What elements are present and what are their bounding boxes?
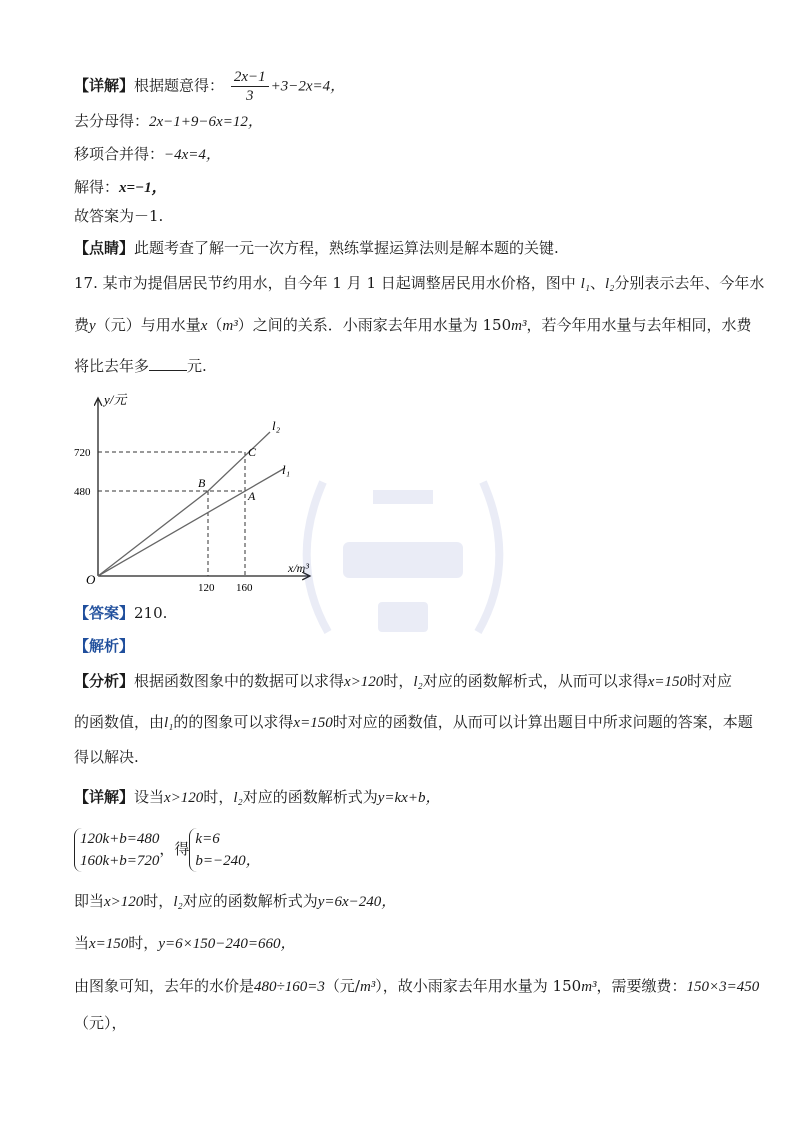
step-label: 解得： [74,178,120,196]
solution-text: ），故小雨家去年用水量为 150 [375,977,582,995]
math-m3: m³ [359,979,376,995]
question-line-3 [74,355,207,377]
detail-line-3 [74,143,221,166]
solution-text: 时， [203,788,234,806]
math-formula: 480÷160=3 [254,979,325,995]
solution-text: 由图象可知，去年的水价是 [74,977,255,995]
solution-text: 对应的函数解析式为 [242,788,378,806]
solution-text: 即当 [74,892,105,910]
x-axis-label: x/m³ [288,561,309,575]
math-formula: y=6x−240， [317,894,397,910]
solution-text: 当 [74,934,90,952]
remark-tag: 【点睛】 [74,239,135,257]
step-label: 移项合并得： [74,145,165,163]
step-equation: 2x−1+9−6x=12， [149,114,263,130]
y-axis-label: y/元 [104,392,127,407]
analysis-text: 对应的函数解析式，从而可以求得 [422,672,648,690]
question-text: 分别表示去年、今年水 [614,274,765,292]
answer-line [74,602,167,624]
math-l2: l₂ [413,674,423,690]
answer-blank [149,356,187,371]
math-inequality: x>120 [164,790,204,806]
system-eq-2: 160k+b=720 [80,853,160,869]
math-inequality: x>120 [344,674,384,690]
math-equation: x=150 [647,674,688,690]
math-m3: m³ [511,318,527,334]
solution-text: 时， [128,934,159,952]
fraction [231,68,269,105]
remark-line [74,237,559,259]
math-l2: l₂ [233,790,243,806]
analysis-text: 时对应的函数值，从而可以计算出题目中所求问题的答案，本题 [332,713,753,731]
fraction-numerator: 2x−1 [231,68,269,87]
detail-tag: 【详解】 [74,76,135,95]
question-text: ，若今年用水量与去年相同，水费 [526,316,752,334]
detail-line-1 [74,68,345,105]
analysis-line-2 [74,711,753,734]
analysis-heading [74,635,134,657]
question-text: 将比去年多 [74,357,150,375]
analysis-tag: 【解析】 [74,637,135,655]
question-line-1 [74,272,764,295]
math-m3: m³ [581,979,597,995]
analysis-line-3: 得以解决. [74,748,139,766]
detail-line-5: 故答案为－1. [74,207,164,225]
analysis-sub-tag: 【分析】 [74,672,135,690]
system-sol-2: b=−240， [195,853,261,869]
solution-text: 设当 [134,788,165,806]
equation-rest: +3−2x=4， [270,78,346,95]
math-y: y [89,318,96,334]
solution-line-5 [74,975,759,998]
analysis-text: 的的图象可以求得 [173,713,294,731]
analysis-text: 的函数值，由 [74,713,165,731]
point-a-label: A [248,489,256,503]
step-label: 去分母得： [74,112,150,130]
line-l2-label: l₂ [272,418,281,433]
analysis-text: 根据函数图象中的数据可以求得 [134,672,345,690]
equation-system [74,828,159,872]
system-eq-1: 120k+b=480 [80,831,160,847]
step-equation: −4x=4， [164,147,221,163]
remark-text: 此题考查了解一元一次方程，熟练掌握运算法则是解本题的关键. [134,239,559,257]
solution-tag: 【详解】 [74,788,135,806]
solution-line-6: （元）， [74,1014,127,1032]
question-line-2 [74,314,752,337]
solution-text: ，需要缴费： [596,977,687,995]
question-text: 、 [589,274,605,292]
detail-line-4 [74,176,167,199]
x-tick-160: 160 [236,582,253,594]
solution-system [189,828,260,872]
question-number: 17. [74,274,98,292]
detail-line-2 [74,110,263,133]
math-inequality: x>120 [104,894,144,910]
solution-line-4 [74,932,295,955]
math-formula: x=150 [89,936,129,952]
line-l1-label: l₁ [282,462,291,477]
origin-label: O [86,572,96,587]
y-tick-720: 720 [74,447,91,459]
analysis-line-1 [74,670,732,693]
step-equation: x=−1， [119,180,167,196]
question-text: （元）与用水量 [95,316,201,334]
system-sol-1: k=6 [195,831,220,847]
analysis-text: 时， [383,672,414,690]
math-l1: l₁ [164,715,174,731]
answer-value: 210. [134,604,168,622]
solution-text: 对应的函数解析式为 [182,892,318,910]
question-text: ）之间的关系．小雨家去年用水量为 150 [237,316,512,334]
math-formula: y=6×150−240=660， [158,936,296,952]
y-tick-480: 480 [74,486,91,498]
answer-tag: 【答案】 [74,604,135,622]
solution-text: ，得 [159,840,190,858]
math-l2: l₂ [173,894,183,910]
math-m3: m³ [222,318,238,334]
math-l1: l₁ [580,276,590,292]
math-formula: y=kx+b， [377,790,441,806]
line-l1 [98,468,285,576]
point-b-label: B [198,476,206,490]
question-text: 某市为提倡居民节约用水，自今年 1 月 1 日起调整居民用水价格，图中 [102,274,576,292]
detail-intro: 根据题意得： [134,76,225,95]
x-tick-120: 120 [198,582,215,594]
solution-line-3 [74,890,396,913]
question-text: （ [207,316,223,334]
solution-text: 时， [143,892,174,910]
math-l2: l₂ [605,276,615,292]
line-l2 [98,432,270,576]
math-equation: x=150 [293,715,333,731]
solution-system [74,828,261,872]
question-text: 费 [74,316,90,334]
analysis-text: 时对应 [687,672,733,690]
math-x: x [200,318,208,334]
point-c-label: C [248,445,257,459]
watermark-logo [288,462,518,652]
solution-text: （元/ [324,977,360,995]
math-formula: 150×3=450 [686,979,760,995]
solution-line-1 [74,786,440,809]
fraction-denominator: 3 [245,88,254,104]
question-text: 元. [187,357,207,375]
